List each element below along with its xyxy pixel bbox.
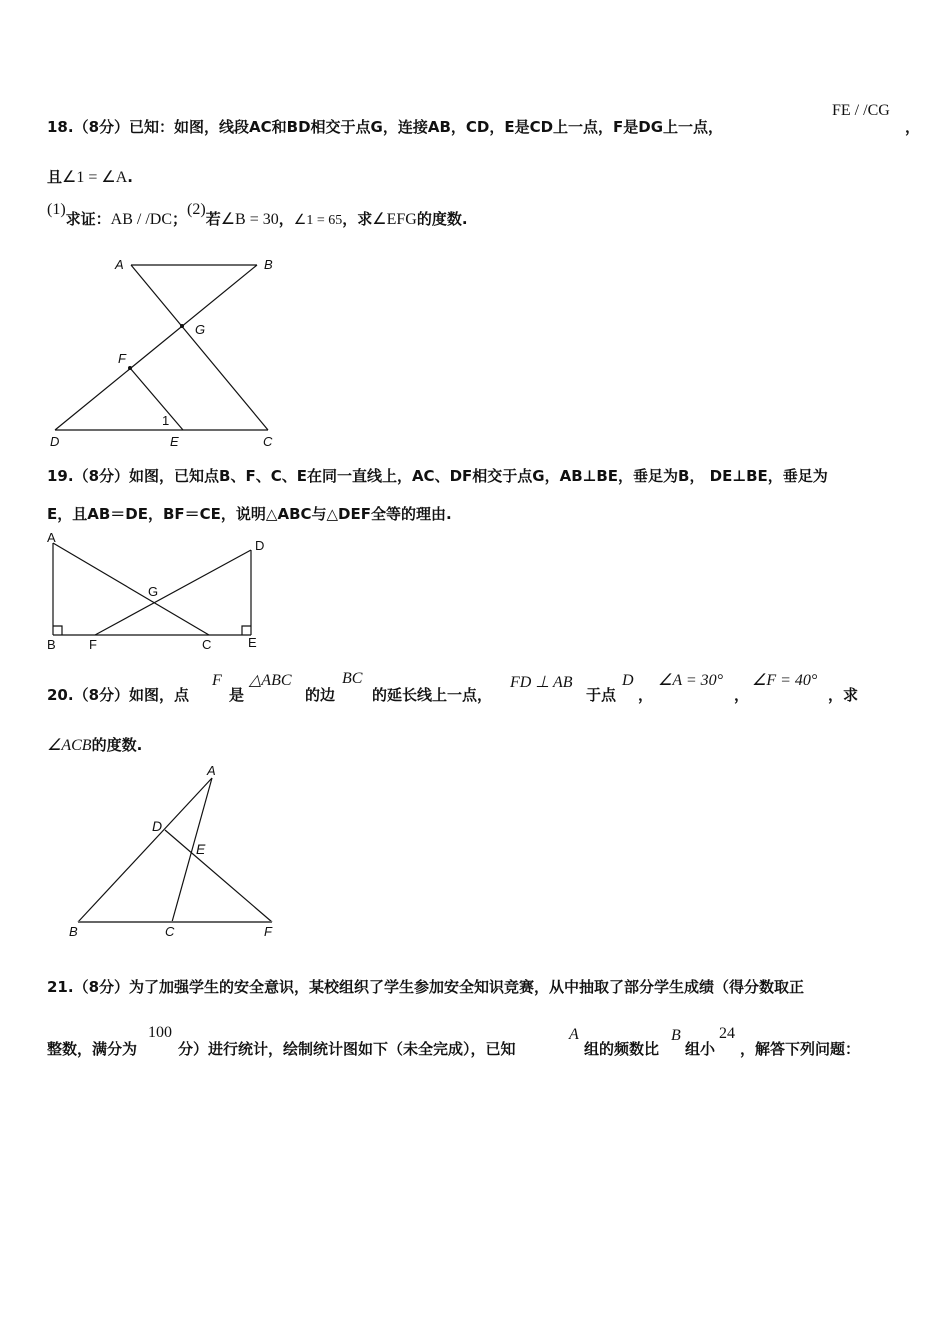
q20-math-d: D [622, 672, 634, 689]
q20-text-8: ，求 [828, 686, 859, 704]
q18-figure [0, 250, 300, 450]
q19-label-d: D [255, 538, 265, 553]
q20-figure [0, 760, 300, 945]
q18-if: 若 [205, 210, 221, 228]
q18-prove-label: 求证： [65, 210, 111, 228]
q21-math-24: 24 [719, 1025, 735, 1042]
q21-math-b: B [671, 1027, 681, 1044]
q18-line-3 [47, 201, 468, 229]
q18-number: 18. [47, 118, 74, 136]
q20-math-angle-f: ∠F = 40° [752, 672, 818, 689]
q20-math-bc: BC [342, 670, 363, 687]
q18-seg-bd [55, 265, 257, 430]
q18-degree-text: 的度数. [416, 210, 468, 228]
q20-label-b: B [69, 924, 78, 939]
q20-text-5: 于点 [586, 686, 617, 704]
q20-math-angle-a: ∠A = 30° [658, 672, 724, 689]
q20-text-4: 的延长线上一点， [372, 686, 493, 704]
q18-period: . [127, 168, 133, 186]
q18-score: （8分） [73, 118, 130, 136]
q18-find: ，求 [342, 210, 373, 228]
q18-label-b: B [264, 257, 273, 272]
q19-seg-df [95, 550, 251, 635]
q18-part2-marker: (2) [187, 201, 206, 218]
q21-text-2: 整数，满分为 [47, 1040, 138, 1058]
q18-formula-ab-dc: AB / /DC [110, 211, 173, 228]
q18-seg-fe [130, 368, 183, 430]
q19-text-2: E，且AB＝DE，BF＝CE，说明△ABC与△DEF全等的理由. [47, 505, 452, 523]
q19-label-f: F [89, 637, 97, 652]
q19-line-2 [47, 503, 452, 524]
q18-semicolon: ； [172, 210, 188, 228]
q19-score: （8分） [73, 467, 130, 485]
q19-right-angle-b [53, 626, 62, 635]
q20-label-c: C [165, 924, 175, 939]
q18-formula-angle1: ∠1 = 65 [293, 213, 343, 228]
q18-seg-ac [131, 265, 268, 430]
q20-text-1: 如图，点 [129, 686, 190, 704]
q18-formula-fe-cg: FE / /CG [832, 102, 890, 119]
q21-line-2 [47, 1038, 137, 1059]
q20-math-f: F [212, 672, 222, 689]
q18-formula-angle-b: ∠B = 30 [220, 211, 279, 228]
q18-part1-marker: (1) [47, 201, 66, 218]
q18-comma2: ， [278, 210, 294, 228]
q18-label-c: C [263, 434, 273, 449]
q20-label-d: D [152, 818, 163, 834]
q21-math-100: 100 [148, 1024, 172, 1041]
q18-line-1 [47, 116, 723, 137]
q21-math-a: A [569, 1026, 579, 1043]
q20-text-7: ， [734, 686, 750, 704]
q18-label-g: G [195, 322, 206, 337]
q18-formula-angle1-eq-a: ∠1 = ∠A [62, 169, 128, 186]
q20-label-f: F [264, 924, 272, 939]
q18-comma: ， [905, 118, 921, 136]
q20-seg-df [165, 830, 272, 922]
q18-and: 且 [47, 168, 63, 186]
q20-label-a: A [207, 763, 216, 778]
q19-label-e: E [248, 635, 257, 650]
q19-label-b: B [47, 637, 56, 652]
q18-line-2 [47, 166, 133, 187]
q18-label-1: 1 [162, 413, 170, 428]
q20-number: 20. [47, 686, 74, 704]
q20-text-2: 是 [229, 686, 245, 704]
q19-seg-ac [53, 543, 209, 635]
q20-math-angle-acb: ∠ACB [47, 737, 92, 754]
q21-text-3: 分）进行统计，绘制统计图如下（未全完成），已知 [178, 1040, 516, 1058]
q19-line-1 [47, 465, 828, 486]
q19-label-a: A [47, 530, 56, 545]
q20-label-e: E [196, 841, 206, 857]
q21-text-4: 组的频数比 [584, 1040, 660, 1058]
q20-text-3: 的边 [305, 686, 336, 704]
q18-label-e: E [170, 434, 179, 449]
q18-text: 已知：如图，线段AC和BD相交于点G，连接AB，CD，E是CD上一点，F是DG上一点， [129, 118, 724, 136]
q20-text-6: ， [638, 686, 654, 704]
q18-point-f [128, 366, 132, 370]
q19-right-angle-e [242, 626, 251, 635]
q18-point-g [180, 324, 184, 328]
q20-score: （8分） [73, 686, 130, 704]
q20-math-triangle-abc: △ABC [249, 672, 292, 689]
q19-text-1: 如图，已知点B、F、C、E在同一直线上，AC、DF相交于点G，AB⊥BE，垂足为B， DE⊥BE，垂足为 [129, 467, 828, 485]
q19-number: 19. [47, 467, 74, 485]
q21-text-6: ，解答下列问题： [740, 1040, 861, 1058]
q18-label-a: A [115, 257, 124, 272]
q21-line-1 [47, 976, 804, 997]
q20-line-1 [47, 684, 189, 705]
q21-text-5: 组小 [685, 1040, 716, 1058]
q20-math-fd-ab: FD ⊥ AB [510, 674, 573, 691]
q18-label-d: D [50, 434, 60, 449]
q19-label-g: G [148, 584, 159, 599]
q21-text-1: 为了加强学生的安全意识，某校组织了学生参加安全知识竞赛，从中抽取了部分学生成绩（得分数取正 [129, 978, 805, 996]
q20-line-2 [47, 734, 142, 755]
q18-formula-efg: ∠EFG [372, 211, 417, 228]
q19-label-c: C [202, 637, 212, 652]
q18-label-f: F [118, 351, 126, 366]
q21-score: （8分） [73, 978, 130, 996]
q19-figure [0, 525, 300, 655]
q21-number: 21. [47, 978, 74, 996]
q20-text-9: 的度数. [91, 736, 143, 754]
